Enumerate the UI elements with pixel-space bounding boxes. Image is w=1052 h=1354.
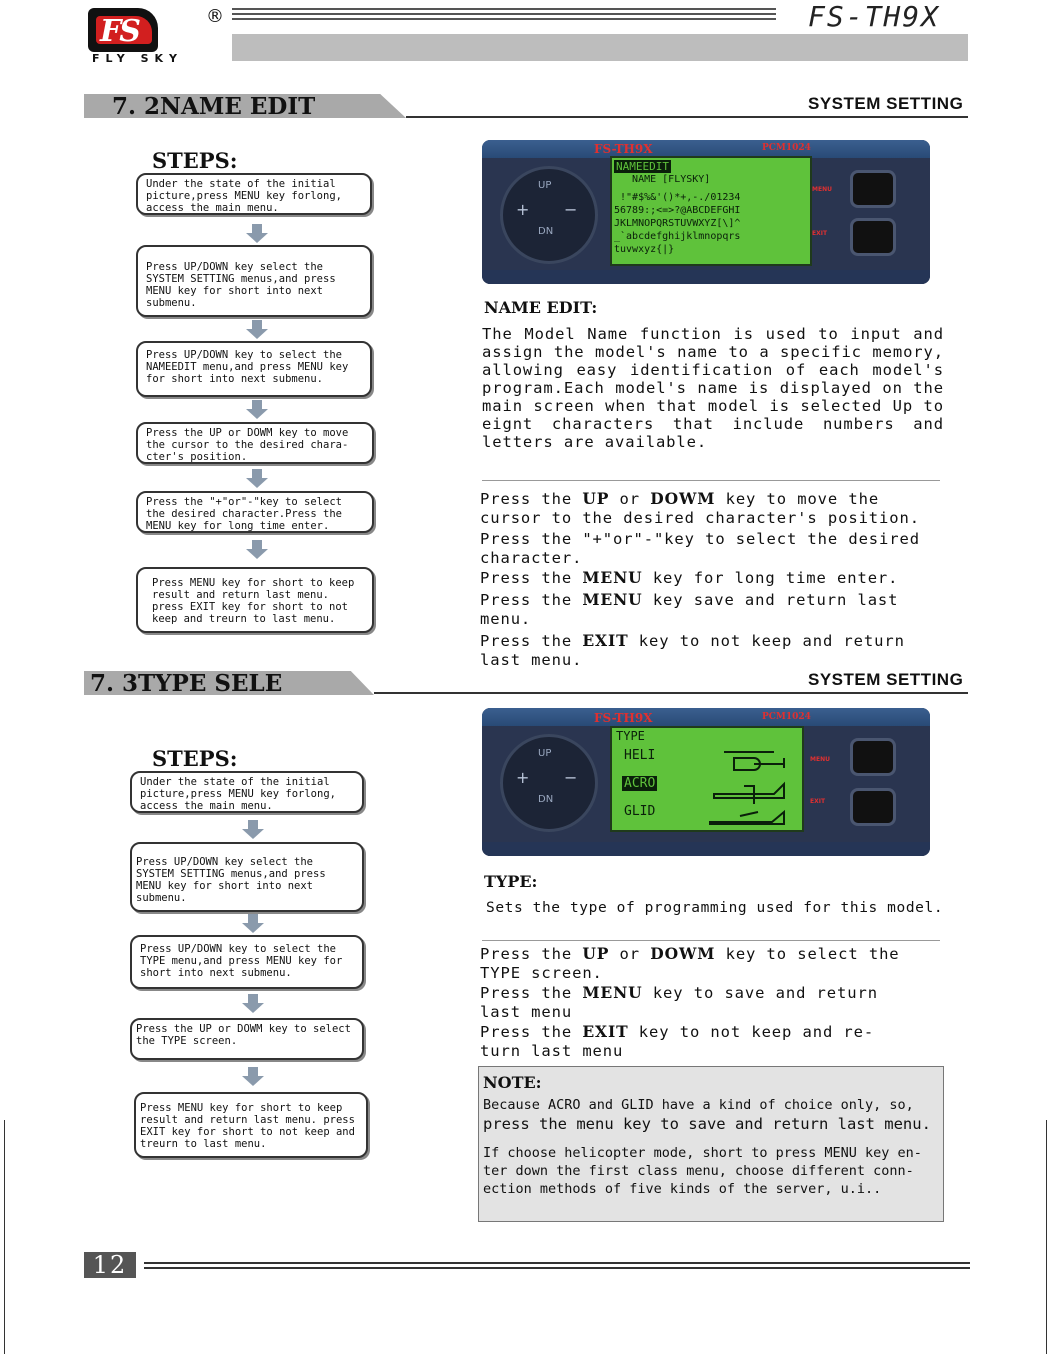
step-box: Press MENU key for short to keep result and return last menu. press EXIT key for short to not keep and treurn to last menu. [136, 567, 374, 633]
lcd-line: JKLMNOPQRSTUVWXYZ[\]^ [614, 218, 741, 229]
dn-label: DN [538, 226, 554, 237]
footer-rule [144, 1267, 970, 1269]
down-arrow-icon [246, 320, 268, 340]
transmitter-image [482, 708, 930, 856]
menu-label: MENU [812, 186, 832, 193]
up-label: UP [538, 180, 552, 191]
page-edge [1046, 1120, 1047, 1354]
page-edge [4, 1120, 5, 1354]
step-box: Under the state of the initial picture,press MENU key forlong, access the main menu. [130, 771, 364, 813]
menu-button [850, 170, 896, 208]
exit-button [850, 218, 896, 256]
lcd-screen [610, 156, 812, 266]
down-arrow-icon [246, 400, 268, 420]
header-bar [232, 34, 968, 61]
down-arrow-icon [242, 994, 264, 1014]
lcd-title: TYPE [616, 729, 645, 743]
step-box: Press MENU key for short to keep result and return last menu. press EXIT key for short to not keep and treurn to last menu. [134, 1092, 368, 1158]
lcd-line: NAME [FLYSKY] [614, 174, 711, 185]
down-arrow-icon [242, 914, 264, 934]
down-arrow-icon [246, 469, 268, 489]
section-category: SYSTEM SETTING [808, 670, 964, 689]
exit-label: EXIT [810, 798, 826, 805]
lcd-line: tuvwxyz{|} [614, 244, 675, 255]
brand-name: FLY SKY [92, 52, 184, 65]
plane-icon [714, 784, 784, 804]
instruction: Press the "+"or"-"key to select the desired character. [480, 530, 920, 567]
instruction: Press the UP or DOWM key to move the cursor to the desired character's position. [480, 489, 920, 527]
instruction-list [480, 489, 944, 670]
exit-button [850, 788, 896, 826]
steps-title: STEPS: [152, 746, 238, 771]
steps-title: STEPS: [152, 148, 238, 173]
lcd-line: 56789:;<=>?@ABCDEFGHI [614, 205, 741, 216]
helicopter-icon [734, 758, 784, 770]
type-option-heli: HELI [624, 748, 656, 763]
type-description: Sets the type of programming used for this model. [486, 900, 944, 916]
footer-rule [144, 1262, 970, 1264]
step-box: Press UP/DOWN key select the SYSTEM SETTING menus,and press MENU key for short into next submenu. [136, 245, 372, 317]
exit-label: EXIT [812, 230, 828, 237]
section-rule [374, 692, 968, 694]
device-brand: FS-TH9X [594, 711, 653, 725]
note-line: press the menu key to save and return last menu. [483, 1115, 931, 1133]
type-heading: TYPE: [484, 872, 538, 891]
logo-text: FS [100, 14, 139, 49]
type-option-acro: ACRO [624, 776, 656, 791]
dn-label: DN [538, 794, 554, 805]
lcd-title: NAMEEDIT [616, 160, 669, 173]
name-edit-heading: NAME EDIT: [484, 298, 598, 317]
lcd-screen [610, 726, 804, 832]
instruction: Press the MENU key save and return last menu. [480, 590, 899, 628]
section-rule [406, 116, 968, 118]
instruction: Press the EXIT key to not keep and return last menu. [480, 631, 905, 669]
menu-button [850, 738, 896, 776]
down-arrow-icon [246, 540, 268, 560]
device-mode: PCM1024 [762, 143, 811, 153]
plus-icon: + [516, 768, 530, 787]
minus-icon: − [564, 200, 578, 219]
step-box: Press the "+"or"-"key to select the desired character.Press the MENU key for long time enter. [136, 491, 374, 533]
step-box: Press UP/DOWN key select the SYSTEM SETTING menus,and press MENU key for short into next submenu. [130, 842, 364, 912]
page-number: 12 [84, 1252, 136, 1278]
step-box: Press UP/DOWN key to select the NAMEEDIT menu,and press MENU key for short into next submenu. [136, 341, 372, 397]
device-brand: FS-TH9X [594, 142, 653, 156]
lcd-line: !"#$%&'()*+,-./01234 [614, 192, 741, 203]
aircraft-icons [704, 742, 796, 828]
plus-icon: + [516, 200, 530, 219]
transmitter-image [482, 140, 930, 284]
section-title: 7. 2NAME EDIT [112, 93, 316, 120]
section-category: SYSTEM SETTING [808, 94, 964, 113]
step-box: Press the UP or DOWM key to move the cursor to the desired chara-cter's position. [136, 422, 374, 464]
instruction-list [480, 944, 900, 1061]
minus-icon: − [564, 768, 578, 787]
menu-label: MENU [810, 756, 830, 763]
header-lines [232, 8, 776, 20]
instruction: Press the MENU key for long time enter. [480, 568, 899, 587]
note-line: If choose helicopter mode, short to press MENU key en-ter down the first class menu, choose different conn-ection methods of five kinds of the server, u.i.. [483, 1145, 922, 1197]
step-box: Press UP/DOWN key to select the TYPE menu,and press MENU key for short into next submenu. [130, 935, 364, 989]
instruction: Press the UP or DOWM key to select the TYPE screen. [480, 944, 900, 982]
type-option-glid: GLID [624, 804, 656, 819]
step-box: Press the UP or DOWM key to select the TYPE screen. [130, 1018, 364, 1060]
glider-icon [710, 812, 784, 824]
lcd-line: _`abcdefghijklmnopqrs [614, 231, 741, 242]
down-arrow-icon [242, 820, 264, 840]
registered-mark: ® [206, 6, 224, 27]
model-title: FS-TH9X [808, 0, 941, 33]
note-line: Because ACRO and GLID have a kind of choice only, so, [483, 1097, 914, 1113]
instruction: Press the EXIT key to not keep and re-turn last menu [480, 1022, 875, 1060]
device-mode: PCM1024 [762, 712, 811, 722]
section-title: 7. 3TYPE SELE [90, 670, 283, 697]
down-arrow-icon [242, 1067, 264, 1087]
instruction: Press the MENU key to save and return last menu [480, 983, 878, 1021]
down-arrow-icon [246, 224, 268, 244]
up-label: UP [538, 748, 552, 759]
note-heading: NOTE: [483, 1073, 542, 1092]
note-box [478, 1066, 944, 1222]
name-edit-description: The Model Name function is used to input and assign the model's name to a specific memory, allowing easy identification of each model's program.Each model's name is displayed on the main screen when that model is selected Up to eignt characters that include numbers and letters are available. [482, 325, 944, 451]
divider [482, 940, 940, 941]
divider [482, 480, 940, 481]
step-box: Under the state of the initial picture,press MENU key forlong, access the main menu. [136, 173, 372, 215]
